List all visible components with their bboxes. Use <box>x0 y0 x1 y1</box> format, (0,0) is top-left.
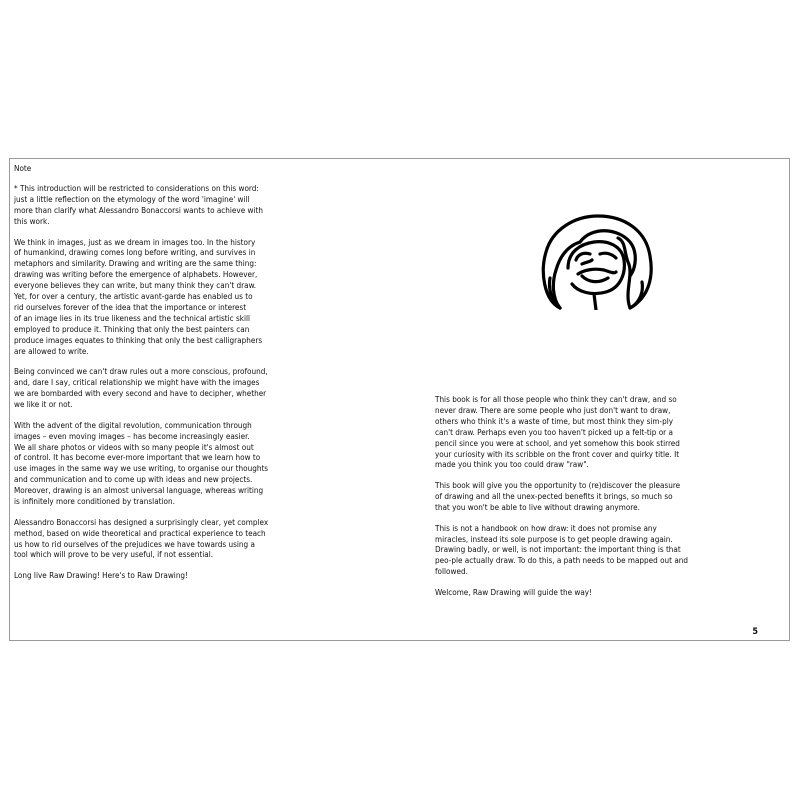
paragraph: We think in images, just as we dream in images too. In the history of humankind, drawing comes long before writing, and survives in metaphors and similarity. Drawing and writing are the same thing: drawing was writing before the emergence of alphabets. However, everyone believes they can write, but many think they can't draw. Yet, for over a century, the artistic avant-garde has enabled us to rid ourselves forever of the idea that the importance or interest of an image lies in its true likeness and the technical artistic skill employed to produce it. Thinking that only the best painters can produce images equates to thinking that only the best calligraphers are allowed to write. <box>14 236 263 356</box>
paragraph: Long live Raw Drawing! Here's to Raw Drawing! <box>14 570 188 581</box>
paragraph: Welcome, Raw Drawing will guide the way! <box>435 586 593 597</box>
raw-face-drawing-icon <box>538 212 656 310</box>
paragraph: This book is for all those people who think they can't draw, and so never draw. There are some people who just don't want to draw, others who think it's a waste of time, but most think they sim-ply can't draw. Perhaps even you too haven't picked up a felt-tip or a pencil since you were at school, and yet somehow this book stirred your curiosity with its scribble on the front cover and quirky title. It made you think you too could draw "raw". <box>435 394 680 470</box>
paragraph: Alessandro Bonaccorsi has designed a surprisingly clear, yet complex method, based on wide theoretical and practical experience to teach us how to rid ourselves of the prejudices we have towards using a tool which will prove to be very useful, if not essential. <box>14 516 269 560</box>
paragraph: Being convinced we can't draw rules out a more conscious, profound, and, dare I say, critical relationship we might have with the images we are bombarded with every second and have to decipher, whether we like it or not. <box>14 366 268 409</box>
page-number: 5 <box>752 627 758 637</box>
right-page-text <box>435 394 735 608</box>
left-page <box>10 159 400 640</box>
paragraph: This is not a handbook on how draw: it does not promise any miracles, instead its sole purpose is to get people drawing again. Drawing badly, or well, is not important: the important thing is that peo-ple actually draw. To do this, a path needs to be mapped out and followed. <box>435 522 689 577</box>
book-spread <box>9 158 790 641</box>
paragraph: This book will give you the opportunity to (re)discover the pleasure of drawing and all the unex-pected benefits it brings, so much so that you won't be able to live without drawing anymore. <box>435 480 681 512</box>
note-heading: Note <box>14 163 32 173</box>
right-page <box>400 159 791 640</box>
left-page-text <box>14 183 400 581</box>
paragraph: With the advent of the digital revolution, communication through images – even moving images – has become increasingly easier. We all share photos or videos with so many people it's almost out of control. It has become ever-more important that we learn how to use images in the same way we use writing, to organise our thoughts and communication and to come up with ideas and new projects. Moreover, drawing is an almost universal language, whereas writing is infinitely more conditioned by translation. <box>14 419 269 507</box>
paragraph: * This introduction will be restricted to considerations on this word: just a little reflection on the etymology of the word 'imagine' will more than clarify what Alessandro Bonaccorsi wants to achieve with this work. <box>14 183 263 226</box>
